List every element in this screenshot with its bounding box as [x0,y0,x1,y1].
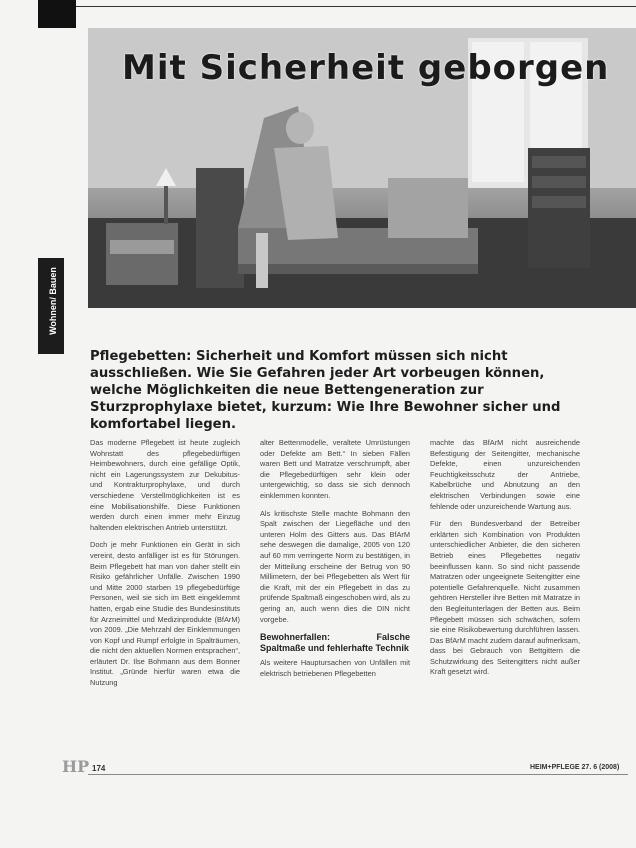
magazine-logo: HP [62,757,90,776]
corner-bar [38,0,76,28]
body-paragraph: machte das BfArM nicht ausreichende Befestigung der Seitengitter, mechanische Defekte, einen unzureichenden Feuchtigkeitsschutz der Antriebe, Kabelbrüche und Abnutzung an den elektrischen Verbindungen sowie eine fehlende oder unzureichende Wartung aus. [430,438,580,511]
body-column-1 [90,438,240,696]
body-paragraph: Für den Bundesverband der Betreiber erklärten sich Kombination von Produkten unterschiedlicher Anbieter, die den sicheren Betrieb eines Pflegebettes negativ beeinflussen kann. So sind nicht passende Matratzen oder ungeeignete Seitengitter eine potentielle Gefahrenquelle. Nicht zusammen gehören Hersteller ihre Betten mit Matratze in den Begleitunterlagen der Betten aus. Beim Pflegebett müssen sich schwächen, sofern sie eine Risikobewertung durchführen lassen. Das BfArM macht zudem darauf aufmerksam, dass bei Gebrauch von Bettgittern die Schutzwirkung des Seitengitters nicht außer Kraft gesetzt wird. [430,519,580,677]
body-paragraph: alter Bettenmodelle, veraltete Umrüstungen oder Defekte am Bett.“ In sieben Fällen waren Bett und Matratze verschrumpft, aber die Pflegebedürftigen sehr klein oder untergewichtig, so dass sie sich dennoch einklemmen konnten. [260,438,410,500]
section-tab-label: Wohnen/ Bauen [48,267,58,335]
body-paragraph: Doch je mehr Funktionen ein Gerät in sich vereint, desto anfälliger ist es für Störungen. Beim Pflegebett hat man von daher stellt ein Risiko gefährlicher Unfälle. Zwischen 1990 und Mitte 2000 starben 19 pflegebedürftige Personen, weil sie sich im Bett eingeklemmt hatten, ergab eine Studie des Bundesinstituts für Arzneimittel und Medizinprodukte (BfArM) von 2009. „Die Mehrzahl der Einklemmungen von Kopf und Rumpf erfolgte in Spalträumen, die nicht den aktuellen Normen entsprachen“, erläutert Dr. Ilse Bohmann aus dem Bonner Institut. „Gründe hierfür waren etwa die Nutzung [90,540,240,688]
subheading: Bewohnerfallen: Falsche Spaltmaße und fehlerhafte Technik [260,632,410,654]
body-paragraph: Als weitere Hauptursachen von Unfällen mit elektrisch betriebenen Pflegebetten [260,658,410,678]
footer-rule [88,774,628,775]
page-number: 174 [92,764,106,773]
body-column-2 [260,438,410,686]
issue-label: HEIM+PFLEGE 27. 6 (2008) [530,764,620,771]
body-paragraph: Das moderne Pflegebett ist heute zugleich Wohnstatt des pflegebedürftigen Heimbewohners, durch eine gefällige Optik, nicht ein Lagerungssystem zur Dekubitus- und Kontrakturprophylaxe, und durch verschiedene Verstellmöglichkeiten ist es eine Mobilisationshilfe. Diese Funktionen werden durch einen immer mehr Einzug haltenden elektrischen Antrieb unterstützt. [90,438,240,532]
body-column-3 [430,438,580,685]
body-paragraph: Als kritischste Stelle machte Bohmann den Spalt zwischen der Liegefläche und den unteren Holm des Gitters aus. Das BfArM sehe deswegen die damalige, 2005 von 120 auf 60 mm verringerte Norm zu bestätigen, in der Mitteilung erscheine der Betrug von 90 Millimetern, der bei Pflegebetten als Wert für die Kraft, mit der ein Pflegebett in das zu prüfende Spaltmaß eingeschoben wird, als zu gering an, auch wenn dies die DIN nicht vorgebe. [260,508,410,624]
lead-paragraph: Pflegebetten: Sicherheit und Komfort müssen sich nicht ausschließen. Wie Sie Gefahren jeder Art vorbeugen können, welche Möglichkeiten die neue Bettengeneration zur Sturzprophylaxe bietet, kurzum: Wie Ihre Bewohner sicher und komfortabel liegen. [90,349,561,432]
section-tab [38,258,64,354]
top-rule [76,6,636,7]
article-title: Mit Sicherheit geborgen [122,48,610,88]
